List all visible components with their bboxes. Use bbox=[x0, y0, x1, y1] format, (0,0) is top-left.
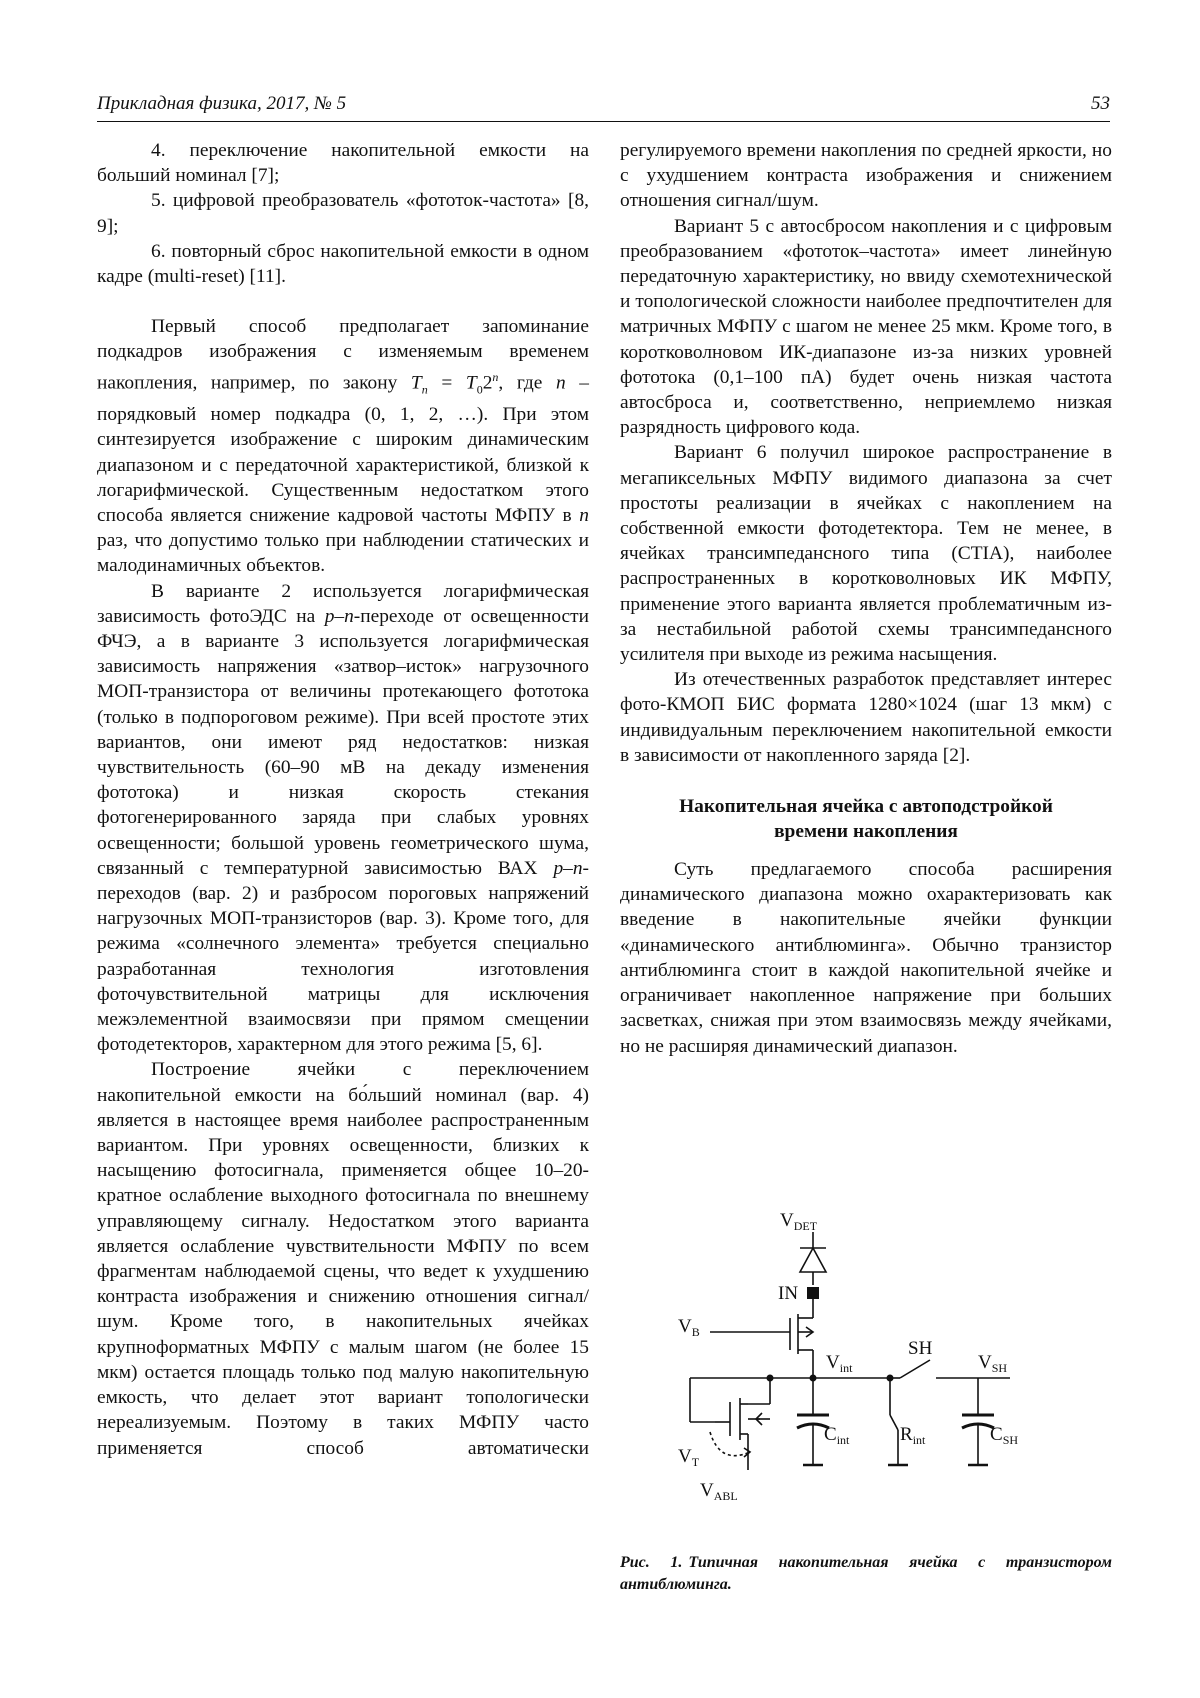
circuit-figure bbox=[660, 1190, 1080, 1540]
vsh-label: $V_{SH}$ bbox=[978, 1352, 1008, 1375]
in-label: IN bbox=[778, 1283, 799, 1304]
bias-transistor bbox=[710, 1314, 813, 1378]
cint-label: $C_{int}$ bbox=[824, 1424, 850, 1447]
paragraph: В варианте 2 используется логарифмическая зависимость фотоЭДС на p–n-переходе от освещенности ФЧЭ, а в варианте 3 используется логарифмическая зависимость напряжения «затвор–исток» нагрузочного МОП-транзистора от величины протекающего фототока (только в подпороговом режиме). При всей простоте этих вариантов, они имеют ряд недостатков: низкая чувствительность (60–90 мВ на декаду изменения фототока) и низкая скорость стекания фотогенерированного заряда при слабых уровнях освещенности; большой уровень геометрического шума, связанный с температурной зависимостью ВАХ p–n-переходов (вар. 2) и разбросом пороговых напряжений нагрузочных МОП-транзисторов (вар. 3). Кроме того, для режима «солнечного элемента» требуется специально разработанная технология изготовления фоточувствительной матрицы для исключения межэлементной взаимосвязи при прямом смещении фотодетекторов, характерном для этого режима [5, 6]. bbox=[97, 580, 589, 1056]
paragraph: Вариант 6 получил широкое распространение в мегапиксельных МФПУ видимого диапазона за счет простоты реализации в ячейках с накоплением на собственной емкости фотодетектора. Тем не менее, в ячейках трансимпедансного типа (CTIA), наиболее распространенных в коротковолновых ИК МФПУ, применение этого варианта является проблематичным из-за нестабильной работой схемы трансимпедансного усилителя при выходе из режима насыщения. bbox=[620, 442, 1112, 666]
vb-label: $V_B$ bbox=[678, 1316, 700, 1339]
journal-title: Прикладная физика, 2017, № 5 bbox=[97, 93, 347, 114]
vt-label: $V_T$ bbox=[678, 1446, 700, 1469]
caption-number: Рис. 1. bbox=[620, 1554, 683, 1571]
paragraph: Из отечественных разработок представляет интерес фото-КМОП БИС формата 1280×1024 (шаг 13 мкм) с индивидуальным переключением накопительной емкости в зависимости от накопленного заряда [2]. bbox=[620, 669, 1112, 766]
sh-label: SH bbox=[908, 1338, 933, 1359]
paragraph: регулируемого времени накопления по средней яркости, но с ухудшением контраста изображения и снижением отношения сигнал/шум. bbox=[620, 140, 1112, 212]
running-header bbox=[97, 93, 1110, 122]
paragraph: Построение ячейки с переключением накопительной емкости на бо́льший номинал (вар. 4) является в настоящее время наиболее распространенным вариантом. При уровнях освещенности, близких к насыщению фотосигнала, применяется общее 10–20-кратное ослабление выходного фотосигнала по внешнему управляющему сигналу. Недостатком этого варианта является ослабление чувствительности МФПУ по всем фрагментам наблюдаемой сцены, что ведет к ухудшению контраста изображения и снижению отношения сигнал/шум. Кроме того, в накопительных ячейках крупноформатных МФПУ с малым шагом (не более 15 мкм) остается площадь только под малую накопительную емкость, что делает этот вариант топологически нереализуемым. Поэтому в таких МФПУ часто применяется способ автоматически bbox=[97, 1059, 589, 1459]
csh-capacitor bbox=[962, 1378, 994, 1465]
caption-text: Типичная накопительная ячейка с транзистором антиблюминга. bbox=[620, 1554, 1112, 1593]
input-node bbox=[807, 1287, 819, 1299]
list-item: 4. переключение накопительной емкости на больший номинал [7]; bbox=[97, 140, 589, 187]
page-number: 53 bbox=[1091, 93, 1110, 114]
left-column bbox=[97, 138, 589, 1461]
paragraph: Вариант 5 с автосбросом накопления и с цифровым преобразованием «фототок–частота» имеет линейную передаточную характеристику, но ввиду схемотехнической и топологической сложности наиболее предпочтителен для матричных МФПУ с шагом не менее 25 мкм. Кроме того, в коротковолновом ИК-диапазоне из-за низких уровней фототока (0,1–100 пА) будет очень низкая частота автосброса и, соответственно, неприемлемо низкая разрядность цифрового кода. bbox=[620, 215, 1112, 439]
csh-label: $C_{SH}$ bbox=[990, 1424, 1019, 1447]
vdet-label: $V_{DET}$ bbox=[780, 1210, 818, 1233]
paragraph: Первый способ предполагает запоминание подкадров изображения с изменяемым временем накопления, например, по закону $T_n = T_02^n$, где n – порядковый номер подкадра (0, 1, 2, …). При этом синтезируется изображение с широким динамическим диапазоном и с передаточной характеристикой, близкой к логарифмической. Существенным недостатком этого способа является снижение кадровой частоты МФПУ в n раз, что допустимо только при наблюдении статических и малодинамичных объектов. bbox=[97, 316, 589, 577]
figure-caption bbox=[620, 1552, 1112, 1596]
list-item: 5. цифровой преобразователь «фототок-частота» [8, 9]; bbox=[97, 190, 589, 237]
paragraph: Суть предлагаемого способа расширения динамического диапазона можно охарактеризовать как введение в накопительные ячейки функции «динамического антиблюминга». Обычно транзистор антиблюминга стоит в каждой накопительной ячейке и ограничивает накопленное напряжение при больших засветках, снижая при этом взаимосвязь между ячейками, но не расширяя динамический диапазон. bbox=[620, 859, 1112, 1057]
photodiode-symbol bbox=[800, 1248, 826, 1272]
section-title: Накопительная ячейка с автоподстройкой времени накопления bbox=[679, 796, 1053, 843]
list-item: 6. повторный сброс накопительной емкости в одном кадре (multi-reset) [11]. bbox=[97, 240, 589, 288]
vabl-label: $V_{ABL}$ bbox=[700, 1480, 738, 1503]
antiblooming-transistor bbox=[690, 1378, 770, 1470]
right-column bbox=[620, 138, 1112, 1059]
rint-label: $R_{int}$ bbox=[900, 1424, 926, 1447]
rint-resistor bbox=[888, 1378, 908, 1465]
cint-capacitor bbox=[797, 1378, 829, 1465]
vint-label: $V_{int}$ bbox=[826, 1352, 853, 1375]
